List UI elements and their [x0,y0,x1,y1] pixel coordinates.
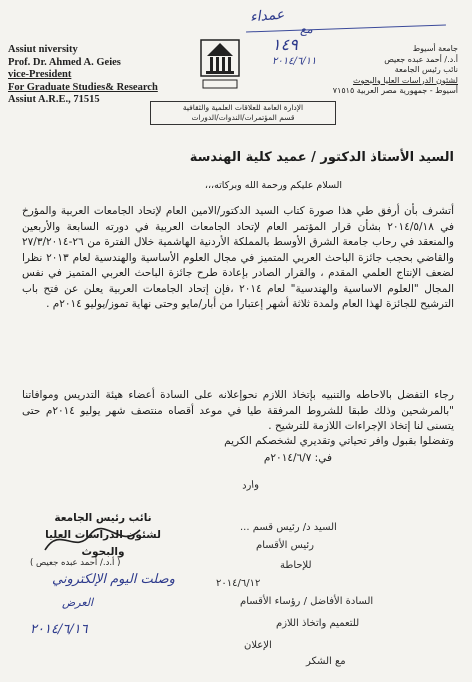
department-line-1: الإدارة العامة للعلاقات العلمية والثقافية [182,103,304,112]
handwritten-routing-5: للتعميم واتخاذ اللازم [276,618,360,629]
university-name-ar: جامعة أسيوط [412,44,458,53]
department-box [150,101,336,125]
handwritten-routing-4: السادة الأفاضل / رؤساء الأقسام [240,596,374,607]
body-paragraph-1: أتشرف بأن أرفق طي هذا صورة كتاب السيد الدكتور/الامين العام لإتحاد الجامعات العربية والمؤرخ في ٢٠١٤/٥/١٨ بشأن قرار المؤتمر العام لإتحاد الجامعات العربية في دورته السابعة والأربعين والمنعقد في رحاب جامعة الشرق الأوسط بالمملكة الأردنية الهاشمية خلال الفترة من ٢٦-٢٧/٣/٢٠١٤ والقاضي بحجب جائزة الباحث العربي المتميز في مجال العلوم الأساسية والهندسية لعام ٢٠١٣ نظرا لضعف الإنتاج العلمي المقدم ، والقرار الصادر بإعادة طرح جائزة الباحث العربي المتميز في نفس المجال "العلوم الاساسية والهندسية" لعام ٢٠١٤ ،فإن إتحاد الجامعات العربية يعلن عن فتح باب الترشيح للجائزة لهذا العام ولمدة ثلاثة أشهر إعتبارا من أبار/مايو وحتى نهاية تموز/يوليو ٢٠١٤م . [22,205,454,310]
official-name-ar: أ.د./ أحمد عبده جعيص [384,54,458,64]
handwritten-routing-3: للإحاطة [280,560,312,571]
handwritten-blue-date: ٢٠١٤/٦/١٦ [30,622,88,637]
handwritten-routing-2: رئيس الأقسام [256,540,314,551]
official-title-ar: نائب رئيس الجامعة [394,65,458,74]
greeting: السلام عليكم ورحمة الله وبركاته،،، [204,180,342,191]
body-paragraph-2: رجاء التفضل بالاحاطه والتنبيه بإتخاذ اللازم نحوإعلانه على السادة أعضاء هيئة التدريس وموافاتنا "بالمرشحين وذلك طبقا للشروط المرفقة طيا في موعد أقصاه منتصف شهر يوليو ٢٠١٤م حتى يتسنى لنا إتخاذ الإجراءات اللازمة للترشيح . [22,389,454,432]
handwritten-received: وارد [241,479,260,492]
university-name: Assiut niversity [8,44,78,55]
handwritten-incoming-number: ١٤٩ [272,35,298,54]
arabic-letterhead [293,44,458,97]
closing-paragraph: وتفضلوا بقبول وافر تحياتي وتقديري لشخصكم الكريم [224,435,454,447]
salutation: السيد الأستاذ الدكتور / عميد كلية الهندسة [189,150,454,165]
handwritten-underline [246,25,446,33]
english-letterhead [8,44,158,107]
handwritten-routing-6: الإعلان [244,640,272,651]
address: Assiut A.R.E., 71515 [8,94,100,105]
official-title: vice-President [8,69,72,80]
handwritten-routing-date: ٢٠١٤/٦/١٢ [216,578,261,589]
official-office: For Graduate Studies& Research [8,81,158,93]
handwritten-recipients-note: عمداء [249,6,285,26]
handwritten-routing-1: السيد د/ رئيس قسم ... [240,522,337,533]
signer-office: لشئون الدراسات العليا والبحوث [45,529,161,558]
handwritten-blue-note-1: وصلت اليوم الإلكتروني [52,572,175,587]
handwritten-routing-7: مع الشكر [306,656,346,667]
official-name: Prof. Dr. Ahmed A. Geies [8,56,121,68]
letter-date: في: ٢٠١٤/٦/٧م [263,452,332,464]
signature-scribble-icon [40,520,150,560]
department-line-2: قسم المؤتمرات/الندوات/الدورات [191,113,295,122]
signer-title: نائب رئيس الجامعة [54,512,152,524]
handwritten-incoming-date: ٢٠١٤/٦/١١ [272,56,317,67]
official-office-ar: لشئون الدراسات العليا والبحوث [352,75,458,85]
university-logo-icon [199,36,241,92]
signer-name: ( أ.د./ أحمد عبده جعيص ) [30,558,121,568]
address-ar: أسيوط - جمهورية مصر العربية ٧١٥١٥ [332,86,458,95]
handwritten-blue-note-2: العرض [62,596,94,609]
